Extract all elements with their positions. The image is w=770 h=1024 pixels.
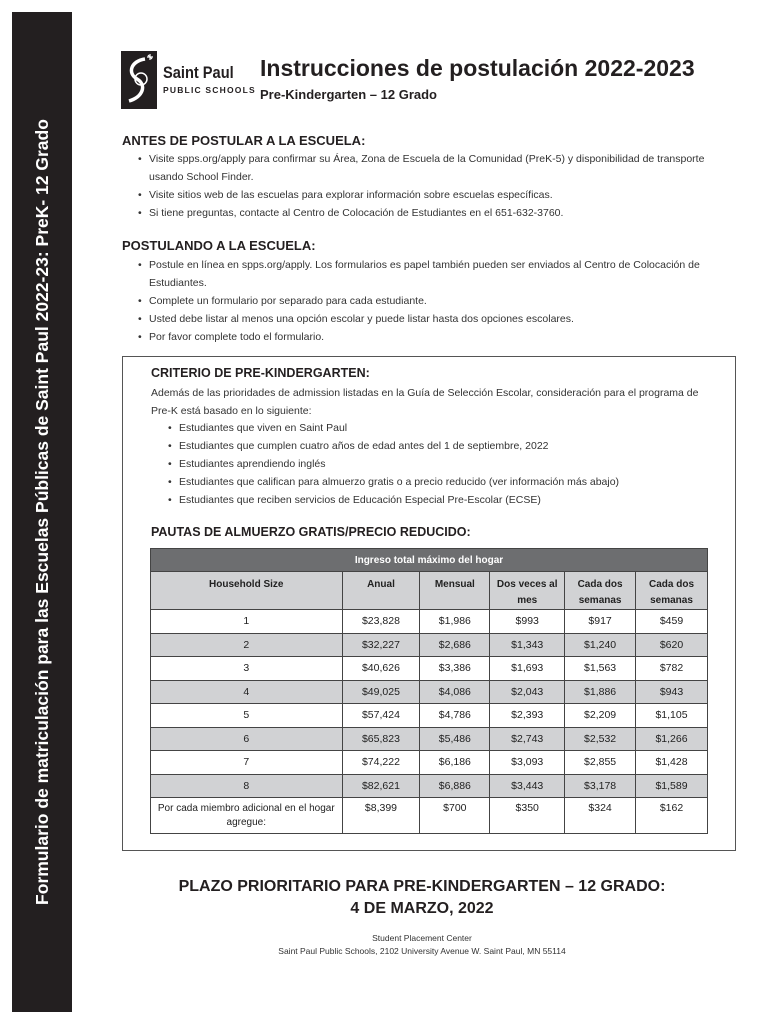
- income-cell: $459: [636, 610, 708, 634]
- criteria-list: [168, 419, 619, 509]
- income-cell: $57,424: [342, 704, 420, 728]
- criteria-heading: CRITERIO DE PRE-KINDERGARTEN:: [151, 366, 370, 380]
- table-row: [151, 798, 708, 834]
- income-cell: $1,428: [636, 751, 708, 775]
- household-size-cell: 3: [151, 657, 343, 681]
- column-header: Anual: [342, 572, 420, 610]
- household-size-cell: 4: [151, 680, 343, 704]
- income-cell: $2,209: [565, 704, 636, 728]
- income-cell: $1,886: [565, 680, 636, 704]
- list-item: • Postule en línea en spps.org/apply. Los formularios es papel también pueden ser enviados al Centro de Colocación de Estudiantes.: [138, 256, 738, 292]
- income-cell: $3,093: [490, 751, 565, 775]
- table-row: [151, 727, 708, 751]
- table-row: [151, 774, 708, 798]
- deadline-line: PLAZO PRIORITARIO PARA PRE-KINDERGARTEN – 12 GRADO:: [178, 878, 666, 895]
- list-item: • Por favor complete todo el formulario.: [138, 328, 738, 346]
- column-header: Cada dos semanas: [636, 572, 708, 610]
- income-cell: $23,828: [342, 610, 420, 634]
- table-row: [151, 680, 708, 704]
- applying-list: [138, 256, 738, 346]
- table-row: [151, 633, 708, 657]
- deadline-date: 4 DE MARZO, 2022: [350, 900, 494, 917]
- logo-name: Saint Paul: [163, 63, 234, 82]
- list-item: • Estudiantes que cumplen cuatro años de edad antes del 1 de septiembre, 2022: [168, 437, 619, 455]
- footer-address: Saint Paul Public Schools, 2102 University Avenue W. Saint Paul, MN 55114: [278, 946, 566, 956]
- income-cell: $993: [490, 610, 565, 634]
- income-cell: $65,823: [342, 727, 420, 751]
- income-cell: $3,443: [490, 774, 565, 798]
- column-header: Mensual: [420, 572, 490, 610]
- income-cell: $782: [636, 657, 708, 681]
- income-cell: $1,986: [420, 610, 490, 634]
- income-cell: $82,621: [342, 774, 420, 798]
- priority-deadline: [90, 876, 754, 920]
- income-cell: $620: [636, 633, 708, 657]
- before-heading: ANTES DE POSTULAR A LA ESCUELA:: [122, 133, 366, 148]
- income-table: [150, 548, 708, 834]
- list-item: • Usted debe listar al menos una opción escolar y puede listar hasta dos opciones escolares.: [138, 310, 738, 328]
- income-cell: $32,227: [342, 633, 420, 657]
- household-size-cell: 2: [151, 633, 343, 657]
- column-header: Dos veces al mes: [490, 572, 565, 610]
- list-item: • Estudiantes que califican para almuerzo gratis o a precio reducido (ver información más abajo): [168, 473, 619, 491]
- income-cell: $1,563: [565, 657, 636, 681]
- income-cell: $324: [565, 798, 636, 834]
- income-cell: $2,855: [565, 751, 636, 775]
- income-cell: $2,393: [490, 704, 565, 728]
- income-cell: $2,686: [420, 633, 490, 657]
- income-cell: $162: [636, 798, 708, 834]
- table-band-row: [151, 549, 708, 572]
- list-item: • Visite sitios web de las escuelas para explorar información sobre escuelas específicas.: [138, 186, 738, 204]
- table-row: [151, 610, 708, 634]
- spps-logo: [121, 51, 256, 109]
- footer: [90, 932, 754, 958]
- side-banner-text: Formulario de matriculación para las Escuelas Públicas de Saint Paul 2022-23: PreK- 12 Grado: [32, 119, 52, 905]
- income-cell: $1,343: [490, 633, 565, 657]
- income-cell: $5,486: [420, 727, 490, 751]
- before-list: [138, 150, 738, 222]
- list-item: • Visite spps.org/apply para confirmar su Área, Zona de Escuela de la Comunidad (PreK-5) y disponibilidad de transporte usando School Finder.: [138, 150, 738, 186]
- list-item: • Estudiantes aprendiendo inglés: [168, 455, 619, 473]
- logo-mark-icon: [121, 51, 157, 109]
- applying-heading: POSTULANDO A LA ESCUELA:: [122, 238, 316, 253]
- column-header: Household Size: [151, 572, 343, 610]
- income-cell: $2,043: [490, 680, 565, 704]
- income-cell: $943: [636, 680, 708, 704]
- criteria-intro: Además de las prioridades de admission listadas en la Guía de Selección Escolar, consideración para el programa de Pre-K está basado en lo siguiente:: [151, 387, 699, 417]
- household-size-cell: 5: [151, 704, 343, 728]
- income-cell: $3,386: [420, 657, 490, 681]
- table-row: [151, 657, 708, 681]
- income-band: Ingreso total máximo del hogar: [151, 549, 708, 572]
- lunch-heading: PAUTAS DE ALMUERZO GRATIS/PRECIO REDUCIDO:: [151, 525, 471, 539]
- logo-subtitle: PUBLIC SCHOOLS: [163, 85, 256, 95]
- table-row: [151, 751, 708, 775]
- income-cell: $3,178: [565, 774, 636, 798]
- household-size-cell: 7: [151, 751, 343, 775]
- side-banner: [12, 12, 72, 1012]
- income-cell: $4,786: [420, 704, 490, 728]
- income-cell: $49,025: [342, 680, 420, 704]
- household-size-cell: 8: [151, 774, 343, 798]
- income-cell: $917: [565, 610, 636, 634]
- page-subtitle: Pre-Kindergarten – 12 Grado: [260, 87, 437, 102]
- income-cell: $1,589: [636, 774, 708, 798]
- list-item: • Complete un formulario por separado para cada estudiante.: [138, 292, 738, 310]
- page-title: Instrucciones de postulación 2022-2023: [260, 55, 695, 81]
- list-item: • Si tiene preguntas, contacte al Centro de Colocación de Estudiantes en el 651-632-3760.: [138, 204, 738, 222]
- income-cell: $1,693: [490, 657, 565, 681]
- income-cell: $1,266: [636, 727, 708, 751]
- table-row: [151, 704, 708, 728]
- income-cell: $6,186: [420, 751, 490, 775]
- income-cell: $350: [490, 798, 565, 834]
- income-cell: $2,743: [490, 727, 565, 751]
- income-cell: $74,222: [342, 751, 420, 775]
- household-size-cell: 6: [151, 727, 343, 751]
- income-cell: $1,105: [636, 704, 708, 728]
- list-item: • Estudiantes que viven en Saint Paul: [168, 419, 619, 437]
- list-item: • Estudiantes que reciben servicios de Educación Especial Pre-Escolar (ECSE): [168, 491, 619, 509]
- income-cell: $8,399: [342, 798, 420, 834]
- income-cell: $6,886: [420, 774, 490, 798]
- income-cell: $40,626: [342, 657, 420, 681]
- table-header-row: [151, 572, 708, 610]
- income-cell: $1,240: [565, 633, 636, 657]
- household-size-cell: 1: [151, 610, 343, 634]
- income-cell: $2,532: [565, 727, 636, 751]
- income-cell: $4,086: [420, 680, 490, 704]
- footer-org: Student Placement Center: [372, 933, 472, 943]
- income-cell: $700: [420, 798, 490, 834]
- column-header: Cada dos semanas: [565, 572, 636, 610]
- household-size-cell: Por cada miembro adicional en el hogar agregue:: [151, 798, 343, 834]
